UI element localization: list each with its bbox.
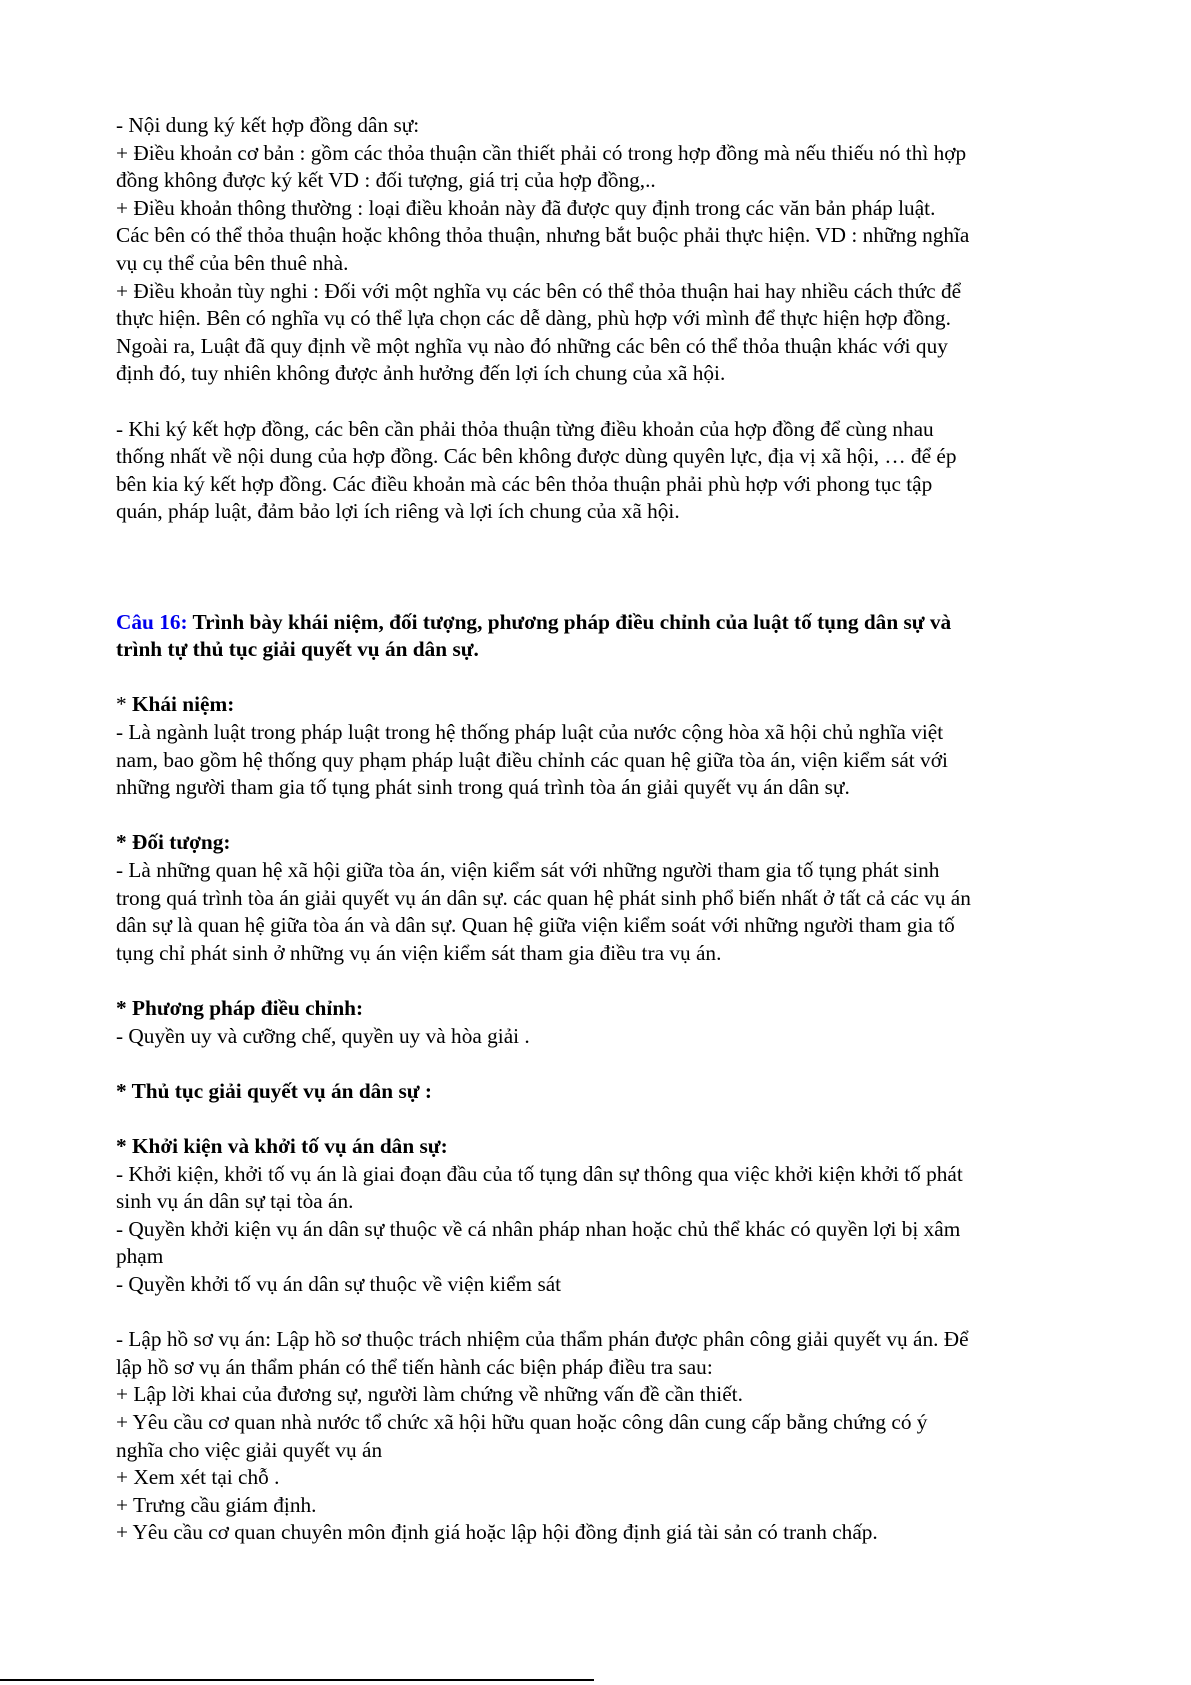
question-label: Câu 16: [116, 609, 188, 634]
text-line: - Quyền khởi kiện vụ án dân sự thuộc về cá nhân pháp nhan hoặc chủ thể khác có quyền lợi bị xâm [116, 1216, 961, 1241]
text-line: - Quyền khởi tố vụ án dân sự thuộc về viện kiểm sát [116, 1271, 562, 1296]
text-line: sinh vụ án dân sự tại tòa án. [116, 1189, 354, 1214]
spacer [116, 1299, 1086, 1327]
text-line: thực hiện. Bên có nghĩa vụ có thể lựa chọn các dễ dàng, phù hợp với mình để thực hiện hợp đồng. [116, 306, 951, 331]
text-line: - Là những quan hệ xã hội giữa tòa án, viện kiểm sát với những người tham gia tố tụng phát sinh [116, 858, 940, 883]
heading-text: Khái niệm: [131, 692, 235, 717]
text-line: vụ cụ thể của bên thuê nhà. [116, 250, 349, 275]
spacer [116, 388, 1086, 416]
text-line: định đó, tuy nhiên không được ảnh hưởng đến lợi ích chung của xã hội. [116, 361, 726, 386]
text-line: quán, pháp luật, đảm bảo lợi ích riêng và lợi ích chung của xã hội. [116, 499, 680, 524]
text-line: - Quyền uy và cưỡng chế, quyền uy và hòa giải . [116, 1023, 530, 1048]
lawsuit-section [116, 1133, 1086, 1299]
section-heading: * Đối tượng: [116, 830, 231, 855]
text-line: + Yêu cầu cơ quan chuyên môn định giá hoặc lập hội đồng định giá tài sản có tranh chấp. [116, 1520, 878, 1545]
concept-section [116, 691, 1086, 801]
text-line: Các bên có thể thỏa thuận hoặc không thỏa thuận, nhưng bắt buộc phải thực hiện. VD : những nghĩa [116, 223, 970, 248]
document-page [116, 112, 1086, 1547]
text-line: + Điều khoản cơ bản : gồm các thỏa thuận cần thiết phải có trong hợp đồng mà nếu thiếu nó thì hợp [116, 140, 967, 165]
subject-section [116, 829, 1086, 967]
section-heading: * Thủ tục giải quyết vụ án dân sự : [116, 1078, 432, 1103]
spacer [116, 1105, 1086, 1133]
spacer [116, 802, 1086, 830]
text-line: nghĩa cho việc giải quyết vụ án [116, 1437, 383, 1462]
footer-divider [0, 1679, 594, 1681]
spacer [116, 664, 1086, 692]
text-line: Ngoài ra, Luật đã quy định về một nghĩa vụ nào đó những các bên có thể thỏa thuận khác với quy [116, 333, 948, 358]
text-line: dân sự là quan hệ giữa tòa án và dân sự. Quan hệ giữa viện kiểm soát với những người tham gia tố [116, 913, 955, 938]
text-line: + Trưng cầu giám định. [116, 1492, 317, 1517]
text-line: nam, bao gồm hệ thống quy phạm pháp luật điều chỉnh các quan hệ giữa tòa án, viện kiểm sát với [116, 747, 948, 772]
dossier-section [116, 1326, 1086, 1547]
section-heading [116, 691, 1086, 719]
spacer [116, 526, 1086, 609]
method-section [116, 995, 1086, 1050]
text-line: trong quá trình tòa án giải quyết vụ án dân sự. các quan hệ phát sinh phổ biến nhất ở tất cả các vụ án [116, 885, 971, 910]
question-title-line: trình tự thủ tục giải quyết vụ án dân sự. [116, 637, 479, 662]
text-line: - Khởi kiện, khởi tố vụ án là giai đoạn đầu của tố tụng dân sự thông qua việc khởi kiện khởi tố phát [116, 1161, 963, 1186]
procedure-section [116, 1078, 1086, 1106]
question-heading [116, 609, 1086, 664]
text-line: những người tham gia tố tụng phát sinh trong quá trình tòa án giải quyết vụ án dân sự. [116, 775, 850, 800]
text-line: - Khi ký kết hợp đồng, các bên cần phải thỏa thuận từng điều khoản của hợp đồng để cùng nhau [116, 416, 934, 441]
section-heading: * Khởi kiện và khởi tố vụ án dân sự: [116, 1133, 448, 1158]
text-line: + Xem xét tại chỗ . [116, 1465, 280, 1490]
text-line: phạm [116, 1244, 164, 1269]
text-line: + Điều khoản tùy nghi : Đối với một nghĩa vụ các bên có thể thỏa thuận hai hay nhiều cách thức để [116, 278, 962, 303]
text-line: thống nhất về nội dung của hợp đồng. Các bên không được dùng quyên lực, địa vị xã hội, … để ép [116, 444, 957, 469]
text-line: - Lập hồ sơ vụ án: Lập hồ sơ thuộc trách nhiệm của thẩm phán được phân công giải quyết vụ án. Để [116, 1327, 969, 1352]
question-title-text: Trình bày khái niệm, đối tượng, phương pháp điều chỉnh của luật tố tụng dân sự và [187, 609, 952, 634]
text-line: - Nội dung ký kết hợp đồng dân sự: [116, 113, 420, 137]
question-title-line [116, 609, 1086, 637]
text-line: tụng chỉ phát sinh ở những vụ án viện kiểm sát tham gia điều tra vụ án. [116, 940, 722, 965]
text-line: - Là ngành luật trong pháp luật trong hệ thống pháp luật của nước cộng hòa xã hội chủ nghĩa việt [116, 720, 944, 745]
heading-star: * [116, 692, 132, 717]
text-line: + Điều khoản thông thường : loại điều khoản này đã được quy định trong các văn bản pháp luật. [116, 195, 936, 220]
text-line: đồng không được ký kết VD : đối tượng, giá trị của hợp đồng,.. [116, 168, 656, 193]
contract-signing-section [116, 416, 1086, 526]
contract-content-section [116, 112, 1086, 388]
section-heading: * Phương pháp điều chỉnh: [116, 996, 364, 1021]
spacer [116, 967, 1086, 995]
text-line: + Lập lời khai của đương sự, người làm chứng về những vấn đề cần thiết. [116, 1382, 743, 1407]
text-line: + Yêu cầu cơ quan nhà nước tổ chức xã hội hữu quan hoặc công dân cung cấp bằng chứng có ý [116, 1409, 928, 1434]
text-line: lập hồ sơ vụ án thẩm phán có thể tiến hành các biện pháp điều tra sau: [116, 1354, 713, 1379]
spacer [116, 1050, 1086, 1078]
text-line: bên kia ký kết hợp đồng. Các điều khoản mà các bên thỏa thuận phải phù hợp với phong tục tập [116, 471, 933, 496]
